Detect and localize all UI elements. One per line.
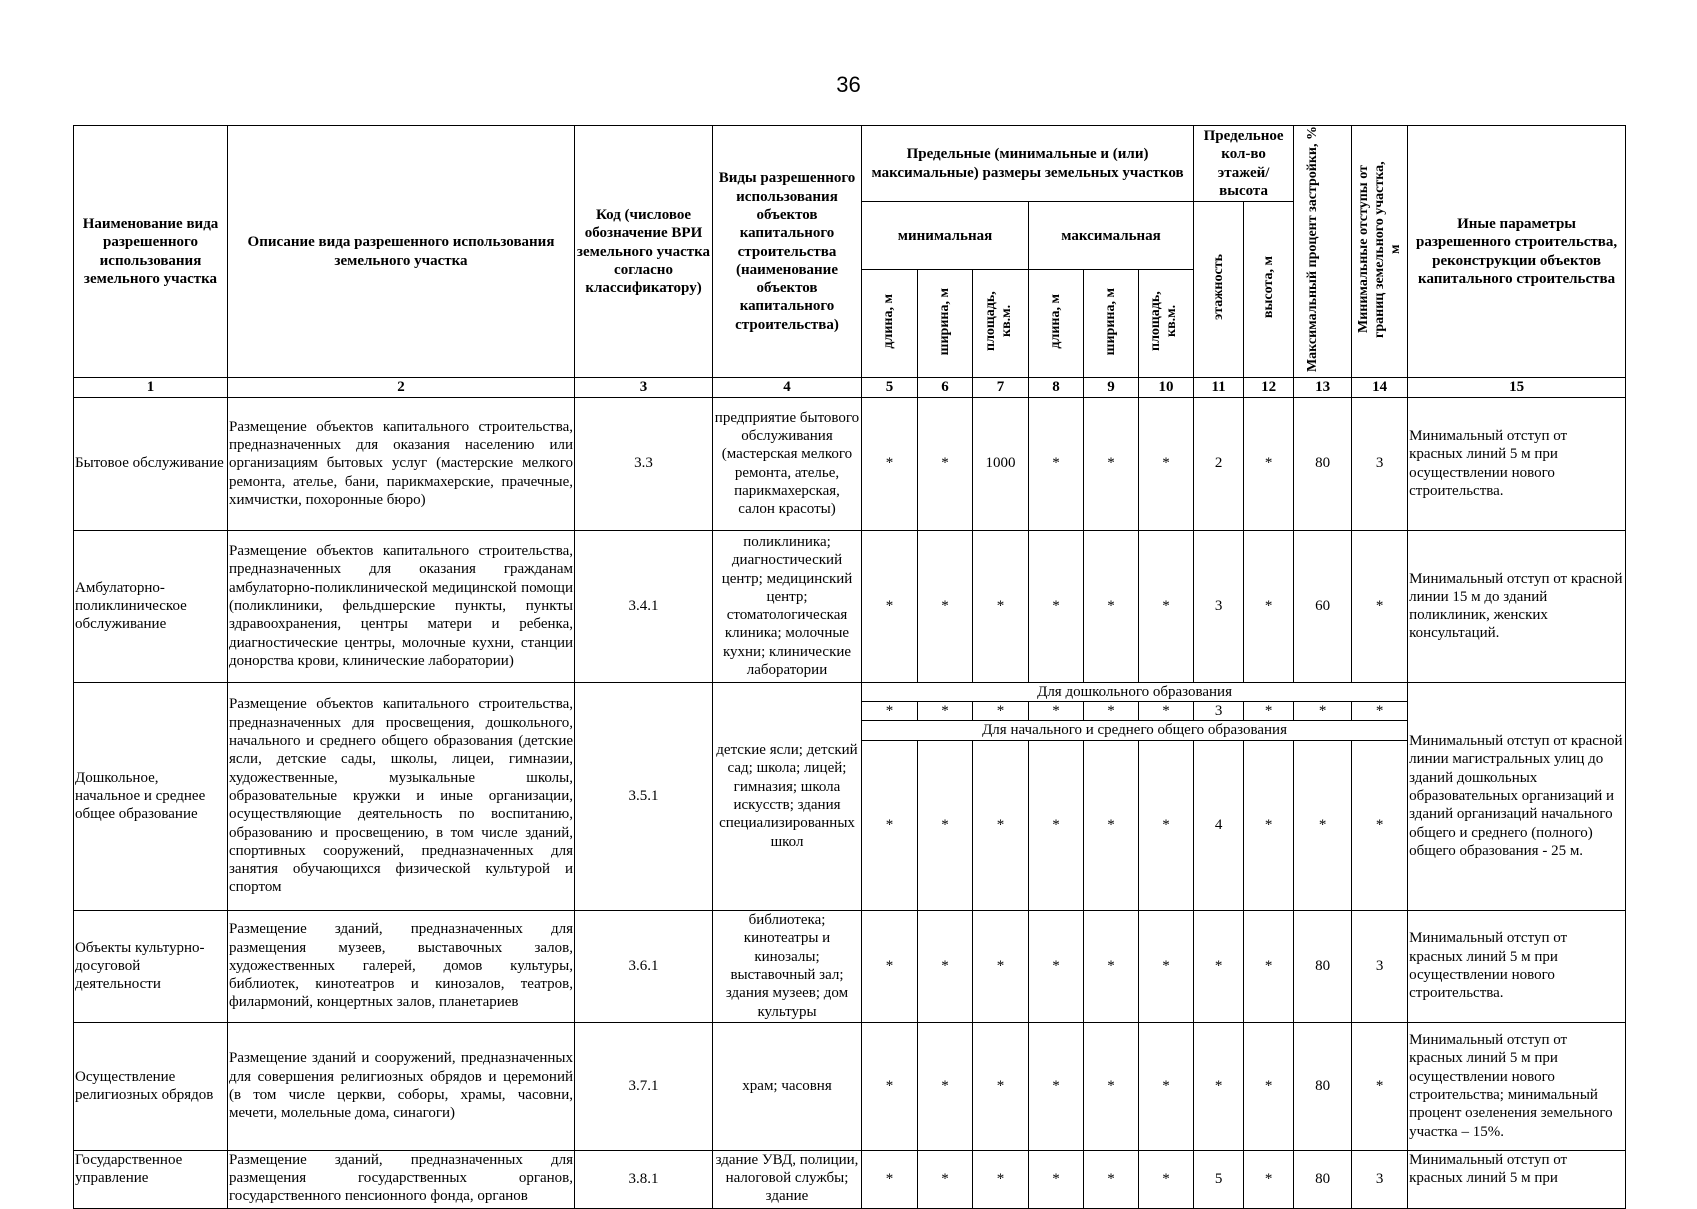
subheader-general-education: Для начального и среднего общего образования bbox=[862, 721, 1408, 740]
min-width: * bbox=[918, 740, 973, 910]
column-number: 4 bbox=[713, 378, 862, 397]
use-code: 3.3 bbox=[575, 397, 713, 530]
column-numbers-row bbox=[74, 378, 1626, 397]
use-code: 3.7.1 bbox=[575, 1022, 713, 1150]
column-number: 14 bbox=[1352, 378, 1408, 397]
min-width: * bbox=[918, 701, 973, 720]
max-width: * bbox=[1084, 1150, 1139, 1208]
max-area: * bbox=[1139, 397, 1194, 530]
header-min-width: ширина, м bbox=[918, 270, 973, 378]
table-row bbox=[74, 682, 1626, 701]
header-max-width: ширина, м bbox=[1084, 270, 1139, 378]
subheader-preschool: Для дошкольного образования bbox=[862, 682, 1408, 701]
floors: * bbox=[1194, 910, 1244, 1022]
use-objects: храм; часовня bbox=[713, 1022, 862, 1150]
column-number: 8 bbox=[1029, 378, 1084, 397]
use-objects: детские ясли; детский сад; школа; лицей; гимназия; школа искусств; здания специализированных школ bbox=[713, 682, 862, 910]
height: * bbox=[1244, 701, 1294, 720]
min-area: 1000 bbox=[973, 397, 1029, 530]
column-number: 2 bbox=[228, 378, 575, 397]
use-objects: здание УВД, полиции, налоговой службы; здание bbox=[713, 1150, 862, 1208]
min-area: * bbox=[973, 530, 1029, 682]
max-area: * bbox=[1139, 740, 1194, 910]
max-length: * bbox=[1029, 1022, 1084, 1150]
column-number: 11 bbox=[1194, 378, 1244, 397]
floors: * bbox=[1194, 1022, 1244, 1150]
min-setback: * bbox=[1352, 740, 1408, 910]
max-percent: 80 bbox=[1294, 397, 1352, 530]
other-params: Минимальный отступ от красных линий 5 м при осуществлении нового строительства. bbox=[1408, 397, 1626, 530]
min-length: * bbox=[862, 397, 918, 530]
header-max-area: площадь, кв.м. bbox=[1139, 270, 1194, 378]
use-code: 3.8.1 bbox=[575, 1150, 713, 1208]
max-percent: * bbox=[1294, 701, 1352, 720]
max-area: * bbox=[1139, 701, 1194, 720]
min-length: * bbox=[862, 740, 918, 910]
min-length: * bbox=[862, 701, 918, 720]
height: * bbox=[1244, 740, 1294, 910]
column-number: 13 bbox=[1294, 378, 1352, 397]
min-setback: 3 bbox=[1352, 910, 1408, 1022]
use-objects: поликлиника; диагностический центр; медицинский центр; стоматологическая клиника; молочные кухни; клинические лаборатории bbox=[713, 530, 862, 682]
min-setback: 3 bbox=[1352, 397, 1408, 530]
min-area: * bbox=[973, 701, 1029, 720]
header-max-length: длина, м bbox=[1029, 270, 1084, 378]
use-code: 3.5.1 bbox=[575, 682, 713, 910]
floors: 4 bbox=[1194, 740, 1244, 910]
min-setback: * bbox=[1352, 530, 1408, 682]
column-number: 9 bbox=[1084, 378, 1139, 397]
column-number: 10 bbox=[1139, 378, 1194, 397]
table-row bbox=[74, 397, 1626, 530]
max-width: * bbox=[1084, 1022, 1139, 1150]
table-header bbox=[74, 126, 1626, 398]
max-width: * bbox=[1084, 397, 1139, 530]
use-description: Размещение зданий и сооружений, предназначенных для совершения религиозных обрядов и церемоний (в том числе церкви, соборы, храмы, часовни, мечети, молельные дома, синагоги) bbox=[228, 1022, 575, 1150]
header-min-length: длина, м bbox=[862, 270, 918, 378]
header-floors-group: Предельное кол-во этажей/ высота bbox=[1194, 126, 1294, 202]
max-percent: 80 bbox=[1294, 910, 1352, 1022]
max-width: * bbox=[1084, 701, 1139, 720]
min-width: * bbox=[918, 397, 973, 530]
height: * bbox=[1244, 910, 1294, 1022]
table-row bbox=[74, 1022, 1626, 1150]
height: * bbox=[1244, 397, 1294, 530]
min-width: * bbox=[918, 1150, 973, 1208]
header-other: Иные параметры разрешенного строительства, реконструкции объектов капитального строительства bbox=[1408, 126, 1626, 378]
column-number: 3 bbox=[575, 378, 713, 397]
other-params: Минимальный отступ от красных линий 5 м при осуществлении нового строительства. bbox=[1408, 910, 1626, 1022]
table-row bbox=[74, 1150, 1626, 1208]
min-length: * bbox=[862, 1022, 918, 1150]
floors: 5 bbox=[1194, 1150, 1244, 1208]
column-number: 7 bbox=[973, 378, 1029, 397]
use-code: 3.4.1 bbox=[575, 530, 713, 682]
other-params: Минимальный отступ от красных линий 5 м при bbox=[1408, 1150, 1626, 1208]
use-description: Размещение объектов капитального строительства, предназначенных для просвещения, дошкольного, начального и среднего общего образования (детские ясли, детские сады, школы, лицеи, гимназии, художественные, музыкальные школы, образовательные кружки и иные организации, осуществляющие деятельность по воспитанию, образованию и просвещению, в том числе зданий, спортивных сооружений, предназначенных для занятия обучающихся физической культурой и спортом bbox=[228, 682, 575, 910]
column-number: 5 bbox=[862, 378, 918, 397]
floors: 2 bbox=[1194, 397, 1244, 530]
max-percent: * bbox=[1294, 740, 1352, 910]
use-description: Размещение объектов капитального строительства, предназначенных для оказания населению или организациям бытовых услуг (мастерские мелкого ремонта, ателье, бани, парикмахерские, прачечные, химчистки, похоронные бюро) bbox=[228, 397, 575, 530]
max-area: * bbox=[1139, 1022, 1194, 1150]
use-code: 3.6.1 bbox=[575, 910, 713, 1022]
other-params: Минимальный отступ от красной линии магистральных улиц до зданий дошкольных образовательных организаций и зданий организаций начального общего и среднего (полного) общего образования - 25 м. bbox=[1408, 682, 1626, 910]
column-number: 12 bbox=[1244, 378, 1294, 397]
header-name: Наименование вида разрешенного использования земельного участка bbox=[74, 126, 228, 378]
min-area: * bbox=[973, 910, 1029, 1022]
min-area: * bbox=[973, 1022, 1029, 1150]
column-number: 6 bbox=[918, 378, 973, 397]
max-length: * bbox=[1029, 701, 1084, 720]
header-floors: этажность bbox=[1194, 202, 1244, 378]
min-width: * bbox=[918, 1022, 973, 1150]
table-row bbox=[74, 530, 1626, 682]
min-setback: * bbox=[1352, 701, 1408, 720]
use-name: Осуществление религиозных обрядов bbox=[74, 1022, 228, 1150]
use-description: Размещение зданий, предназначенных для размещения музеев, выставочных залов, художественных галерей, домов культуры, библиотек, кинотеатров и кинозалов, театров, филармоний, концертных залов, планетариев bbox=[228, 910, 575, 1022]
max-width: * bbox=[1084, 910, 1139, 1022]
height: * bbox=[1244, 1022, 1294, 1150]
regulations-table bbox=[73, 125, 1626, 1209]
max-length: * bbox=[1029, 1150, 1084, 1208]
max-percent: 80 bbox=[1294, 1150, 1352, 1208]
min-length: * bbox=[862, 1150, 918, 1208]
height: * bbox=[1244, 530, 1294, 682]
use-description: Размещение объектов капитального строительства, предназначенных для оказания гражданам амбулаторно-поликлинической медицинской помощи (поликлиники, фельдшерские пункты, пункты здравоохранения, центры матери и ребенка, диагностические центры, молочные кухни, станции донорства крови, клинические лаборатории) bbox=[228, 530, 575, 682]
header-min-setback: Минимальные отступы от границ земельного участка, м bbox=[1352, 126, 1408, 378]
header-description: Описание вида разрешенного использования земельного участка bbox=[228, 126, 575, 378]
header-plot-sizes: Предельные (минимальные и (или) максимальные) размеры земельных участков bbox=[862, 126, 1194, 202]
floors: 3 bbox=[1194, 701, 1244, 720]
max-length: * bbox=[1029, 740, 1084, 910]
other-params: Минимальный отступ от красной линии 15 м до зданий поликлиник, женских консультаций. bbox=[1408, 530, 1626, 682]
floors: 3 bbox=[1194, 530, 1244, 682]
column-number: 15 bbox=[1408, 378, 1626, 397]
header-objects: Виды разрешенного использования объектов капитального строительства (наименование объектов капитального строительства) bbox=[713, 126, 862, 378]
max-length: * bbox=[1029, 397, 1084, 530]
use-name: Бытовое обслуживание bbox=[74, 397, 228, 530]
min-width: * bbox=[918, 530, 973, 682]
height: * bbox=[1244, 1150, 1294, 1208]
header-height: высота, м bbox=[1244, 202, 1294, 378]
other-params: Минимальный отступ от красных линий 5 м при осуществлении нового строительства; минимальный процент озеленения земельного участка – 15%. bbox=[1408, 1022, 1626, 1150]
header-code: Код (числовое обозначение ВРИ земельного участка согласно классификатору) bbox=[575, 126, 713, 378]
max-area: * bbox=[1139, 910, 1194, 1022]
column-number: 1 bbox=[74, 378, 228, 397]
max-percent: 80 bbox=[1294, 1022, 1352, 1150]
use-name: Дошкольное, начальное и среднее общее образование bbox=[74, 682, 228, 910]
min-length: * bbox=[862, 910, 918, 1022]
min-setback: 3 bbox=[1352, 1150, 1408, 1208]
min-length: * bbox=[862, 530, 918, 682]
min-setback: * bbox=[1352, 1022, 1408, 1150]
use-objects: предприятие бытового обслуживания (мастерская мелкого ремонта, ателье, парикмахерская, салон красоты) bbox=[713, 397, 862, 530]
max-width: * bbox=[1084, 740, 1139, 910]
use-name: Амбулаторно-поликлиническое обслуживание bbox=[74, 530, 228, 682]
header-max: максимальная bbox=[1029, 202, 1194, 270]
min-area: * bbox=[973, 1150, 1029, 1208]
page-number: 36 bbox=[836, 72, 861, 97]
max-area: * bbox=[1139, 1150, 1194, 1208]
max-length: * bbox=[1029, 910, 1084, 1022]
use-name: Объекты культурно-досуговой деятельности bbox=[74, 910, 228, 1022]
max-length: * bbox=[1029, 530, 1084, 682]
use-name: Государственное управление bbox=[74, 1150, 228, 1208]
table-row bbox=[74, 910, 1626, 1022]
header-min: минимальная bbox=[862, 202, 1029, 270]
max-width: * bbox=[1084, 530, 1139, 682]
use-objects: библиотека; кинотеатры и кинозалы; выставочный зал; здания музеев; дом культуры bbox=[713, 910, 862, 1022]
header-min-area: площадь, кв.м. bbox=[973, 270, 1029, 378]
min-width: * bbox=[918, 910, 973, 1022]
max-percent: 60 bbox=[1294, 530, 1352, 682]
use-description: Размещение зданий, предназначенных для размещения государственных органов, государственного пенсионного фонда, органов bbox=[228, 1150, 575, 1208]
header-max-percent: Максимальный процент застройки, % bbox=[1294, 126, 1352, 378]
min-area: * bbox=[973, 740, 1029, 910]
max-area: * bbox=[1139, 530, 1194, 682]
